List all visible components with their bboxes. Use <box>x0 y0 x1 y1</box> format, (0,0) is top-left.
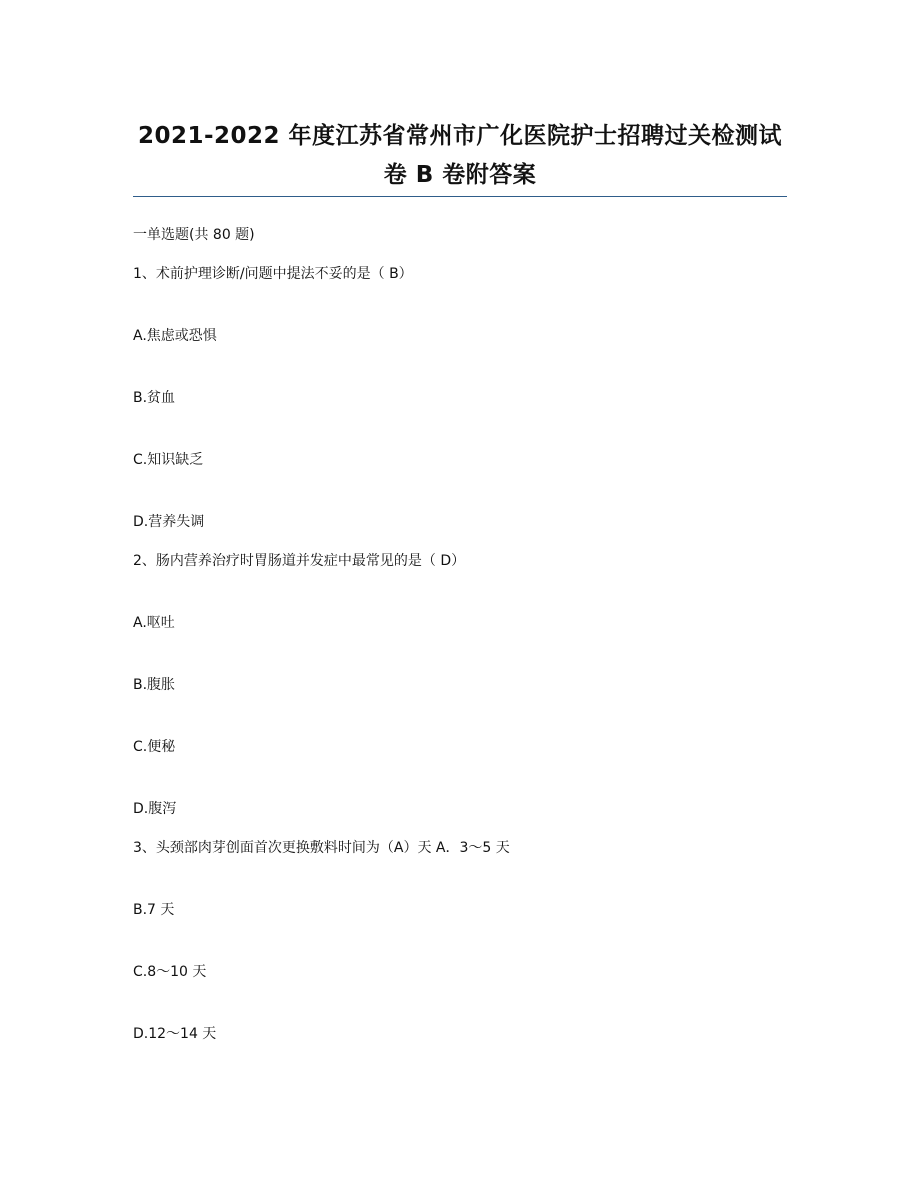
question-2-option-b: B.腹胀 <box>133 677 176 693</box>
question-2-option-c: C.便秘 <box>133 739 176 755</box>
question-3-option-d: D.12～14 天 <box>133 1026 217 1042</box>
document-title-line-1: 2021-2022 年度江苏省常州市广化医院护士招聘过关检测试 <box>137 123 783 149</box>
question-1-stem: 1、术前护理诊断/问题中提法不妥的是（ B） <box>133 266 413 282</box>
section-heading: 一单选题(共 80 题) <box>133 227 255 243</box>
question-1-option-c: C.知识缺乏 <box>133 452 204 468</box>
question-3-stem: 3、头颈部肉芽创面首次更换敷料时间为（A）天 A．3～5 天 <box>133 840 510 856</box>
question-2-stem: 2、肠内营养治疗时胃肠道并发症中最常见的是（ D） <box>133 553 466 569</box>
question-2-option-d: D.腹泻 <box>133 801 177 817</box>
question-3-option-c: C.8～10 天 <box>133 964 207 980</box>
question-1-option-a: A.焦虑或恐惧 <box>133 328 217 344</box>
title-divider <box>133 196 787 197</box>
question-1-option-b: B.贫血 <box>133 390 176 406</box>
question-1-option-d: D.营养失调 <box>133 514 205 530</box>
document-title-line-2: 卷 B 卷附答案 <box>383 162 537 188</box>
question-3-option-b: B.7 天 <box>133 902 175 918</box>
question-2-option-a: A.呕吐 <box>133 615 175 631</box>
